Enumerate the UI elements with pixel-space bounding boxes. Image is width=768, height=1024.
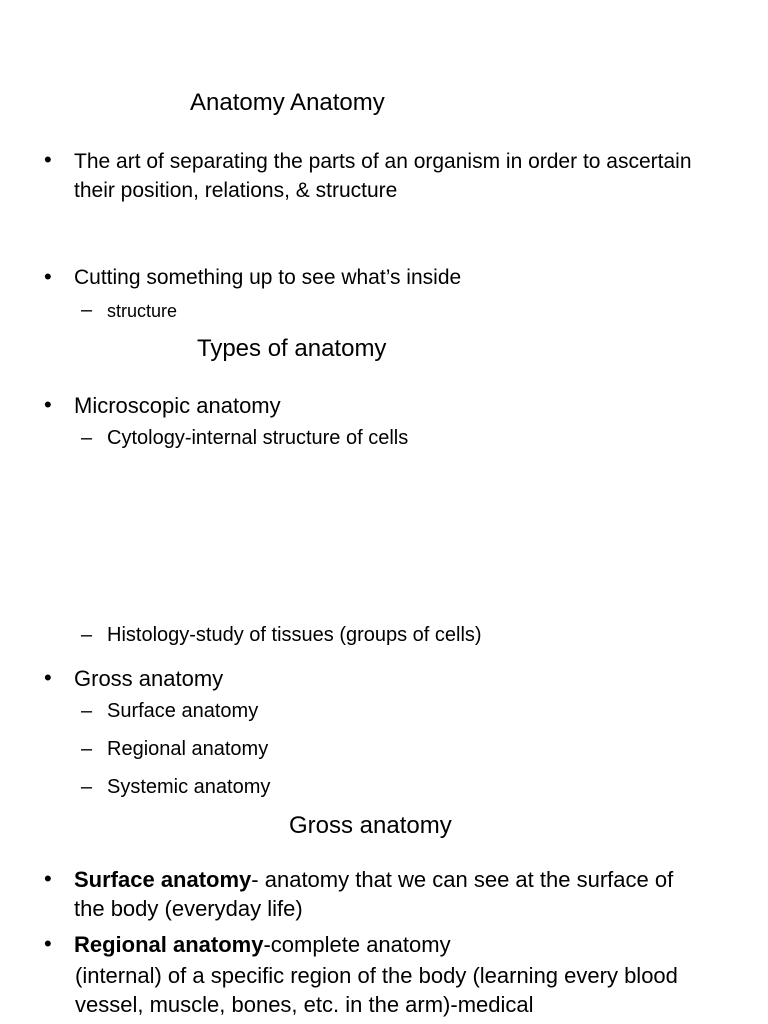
dash-icon: – [81, 299, 93, 321]
slide-1-title: Anatomy Anatomy [190, 89, 385, 116]
slide-2-title: Types of anatomy [197, 335, 387, 362]
surface-anatomy-definition: - anatomy that we can see at the surface of the body (everyday life) [74, 867, 674, 921]
dash-icon: – [81, 776, 93, 798]
bullet-icon: • [44, 665, 52, 690]
dash-icon: – [81, 427, 93, 449]
slide-3-bullet-surface [74, 865, 674, 923]
bullet-icon: • [44, 392, 52, 417]
regional-anatomy-definition: -complete anatomy [263, 932, 451, 957]
slide-1-sub-structure: structure [107, 301, 178, 321]
dash-icon: – [81, 624, 93, 646]
slide-2-bullet-microscopic: Microscopic anatomy [74, 393, 281, 418]
bullet-icon: • [44, 931, 52, 956]
bullet-icon: • [44, 866, 52, 891]
slide-1-bullet-1: The art of separating the parts of an organism in order to ascertain their position, relations, & structure [74, 150, 692, 202]
dash-icon: – [81, 700, 93, 722]
slide-2-sub-histology: Histology-study of tissues (groups of cells) [107, 624, 482, 646]
bullet-icon: • [44, 264, 52, 289]
slide-2-sub-surface: Surface anatomy [107, 700, 259, 722]
slide-2-sub-regional: Regional anatomy [107, 738, 269, 760]
slide-2-sub-systemic: Systemic anatomy [107, 776, 271, 798]
slide-3-title: Gross anatomy [289, 812, 452, 839]
slide-2-bullet-gross: Gross anatomy [74, 666, 224, 691]
dash-icon: – [81, 738, 93, 760]
regional-anatomy-continuation: (internal) of a specific region of the body (learning every blood vessel, muscle, bones, etc. in the arm)-medical [75, 963, 678, 1017]
bullet-icon: • [44, 147, 52, 172]
regional-anatomy-term: Regional anatomy [74, 932, 264, 957]
surface-anatomy-term: Surface anatomy [74, 867, 252, 892]
slide-2-sub-cytology: Cytology-internal structure of cells [107, 427, 409, 449]
slide-1-bullet-2: Cutting something up to see what’s inside [74, 266, 462, 289]
slide-3-bullet-regional [74, 930, 451, 959]
